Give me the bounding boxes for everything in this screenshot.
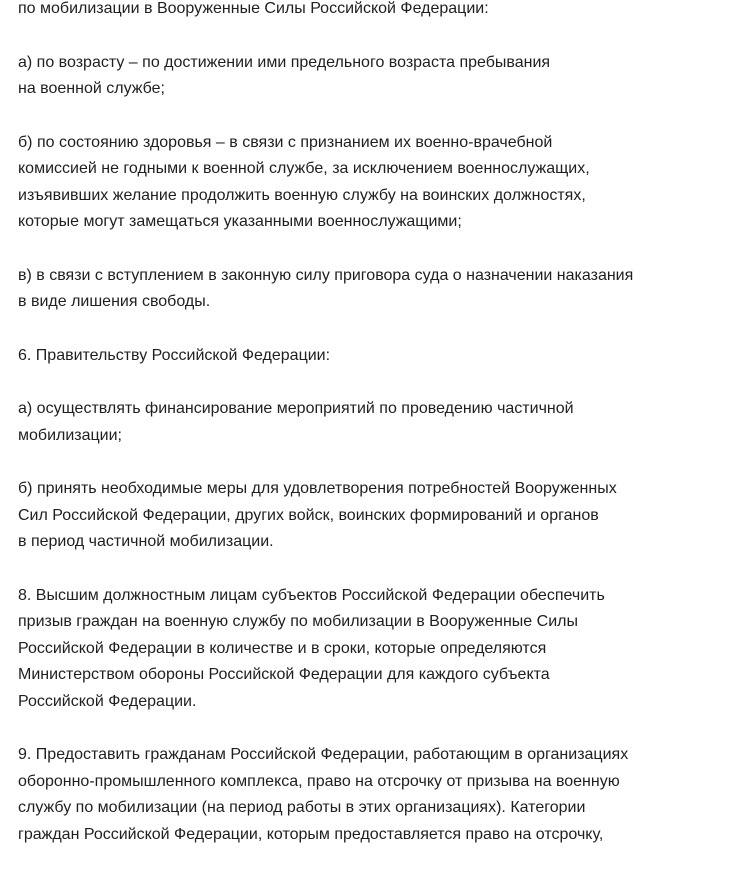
text-line: 9. Предоставить гражданам Российской Федерации, работающим в организациях (18, 746, 629, 763)
text-line: в виде лишения свободы. (18, 293, 211, 310)
paragraph-item-a-age (18, 50, 738, 103)
paragraph-section-6-item-a (18, 396, 738, 449)
text-line: Министерством обороны Российской Федерации для каждого субъекта (18, 666, 550, 683)
text-line: на военной службе; (18, 80, 165, 97)
paragraph-item-b-health (18, 130, 738, 236)
text-line: изъявивших желание продолжить военную службу на воинских должностях, (18, 186, 586, 204)
paragraph-section-8 (18, 583, 738, 716)
text-line: по мобилизации в Вооруженные Силы Российской Федерации: (18, 0, 489, 17)
text-line: 6. Правительству Российской Федерации: (18, 346, 331, 364)
text-line: а) осуществлять финансирование мероприятий по проведению частичной (18, 400, 574, 417)
document-body (18, 0, 738, 875)
text-line: которые могут замещаться указанными военнослужащими; (18, 213, 462, 230)
text-line: комиссией не годными к военной службе, за исключением военнослужащих, (18, 160, 590, 177)
text-line: Сил Российской Федерации, других войск, воинских формирований и органов (18, 506, 599, 524)
paragraph-section-9 (18, 742, 738, 848)
text-line: в период частичной мобилизации. (18, 533, 274, 550)
paragraph-intro (18, 0, 738, 23)
text-line: Российской Федерации. (18, 692, 197, 710)
paragraph-section-6 (18, 343, 738, 370)
text-line: б) принять необходимые меры для удовлетворения потребностей Вооруженных (18, 480, 617, 497)
paragraph-section-6-item-b (18, 476, 738, 556)
text-line: службу по мобилизации (на период работы в этих организациях). Категории (18, 799, 586, 816)
text-line: граждан Российской Федерации, которым предоставляется право на отсрочку, (18, 825, 604, 843)
text-line: Российской Федерации в количестве и в сроки, которые определяются (18, 639, 547, 657)
text-line: 8. Высшим должностным лицам субъектов Российской Федерации обеспечить (18, 586, 605, 604)
text-line: оборонно-промышленного комплекса, право на отсрочку от призыва на военную (18, 772, 620, 790)
text-line: б) по состоянию здоровья – в связи с признанием их военно-врачебной (18, 133, 553, 151)
text-line: мобилизации; (18, 426, 122, 444)
text-line: в) в связи с вступлением в законную силу приговора суда о назначении наказания (18, 266, 634, 284)
paragraph-item-c-sentence (18, 263, 738, 316)
text-line: призыв граждан на военную службу по мобилизации в Вооруженные Силы (18, 613, 578, 630)
text-line: а) по возрасту – по достижении ими предельного возраста пребывания (18, 53, 551, 71)
